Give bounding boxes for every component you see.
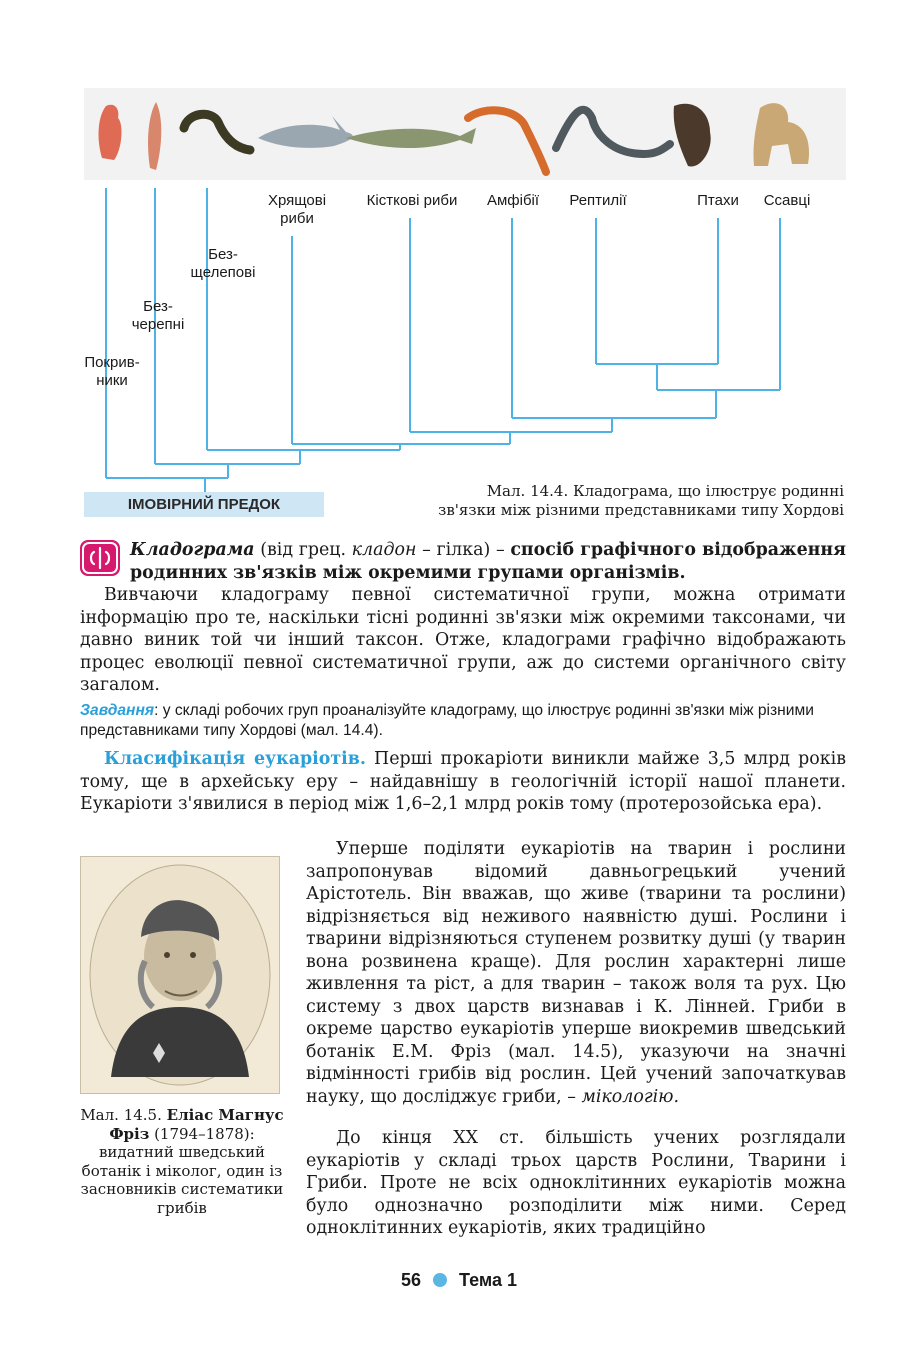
page-number: 56 (400, 1270, 422, 1290)
page-footer (0, 1270, 918, 1291)
figure-14-4-caption (362, 482, 844, 520)
caption-name: Еліас Магнус Фріз (109, 1106, 284, 1143)
taxon-label-kistkovi: Кісткові риби (366, 192, 458, 209)
portrait-illustration (81, 857, 279, 1093)
taxon-label-ssavtsi: Ссавці (763, 192, 811, 209)
definition-text-part: – гілка) – (416, 540, 511, 560)
taxon-label-ptakhy: Птахи (697, 192, 739, 209)
definition-bold: спосіб графічного відображення родинних зв'язків між окремими групами організмів. (130, 540, 846, 583)
paragraph-text: Уперше поділяти еукаріотів на тварин і рослини запропонував відомий давньогрецький учений Арістотель. Він вважав, що живе (тварини та рослини) відрізняється від неживого наявністю душі. Рослини і тварини відрізняються ступенем розвитку душі (у тварин вона розвинена краще). Для рослин характерні лише живлення та ріст, а для тварин – також воля та рух. Цю систему з двох царств визнавав і К. Лінней. Гриби в окреме царство еукаріотів уперше виокремив шведський ботанік Е.М. Фріз (мал. 14.5), указуючи на значні відмінності грибів від рослин. Цей учений започаткував науку, що досліджує гриби, – (306, 839, 846, 1107)
definition-greek: кладон (351, 540, 417, 560)
caption-line: зв'язки між різними представниками типу Хордові (438, 501, 844, 519)
taxon-label-amfibii: Амфібії (486, 192, 540, 209)
taxon-label-khryashchovi: Хрящові риби (267, 192, 327, 227)
figure-14-5-caption (80, 1106, 284, 1218)
topic-label: Тема 1 (459, 1270, 517, 1290)
taxon-label-pokryvnyky: Покрив- ники (84, 354, 140, 389)
caption-prefix: Мал. 14.5. (80, 1106, 167, 1124)
caption-line: Мал. 14.4. Кладограма, що ілюструє родинні (486, 482, 844, 500)
caption-text: (1794–1878): видатний шведський ботанік і міколог, один із засновників систематики грибів (80, 1124, 284, 1217)
task-text: : у складі робочих груп проаналізуйте кладограму, що ілюструє родинні зв'язки між різними представниками типу Хордові (мал. 14.4). (80, 702, 814, 739)
paragraph-cladogram: Вивчаючи кладограму певної систематичної групи, можна отримати інформацію про те, наскільки тісні родинні зв'язки між окремими таксонами, чи давно виник той чи інший таксон. Отже, кладограми графічно відображають процес еволюції певної систематичної групи, аж до системи органічного світу загалом. (80, 585, 846, 695)
taxon-label-bezshchelepovi: Без- щелепові (190, 246, 256, 281)
definition-term: Кладограма (130, 540, 255, 560)
paragraph-aristotle (306, 838, 846, 1108)
section-heading: Класифікація еукаріотів. (104, 749, 366, 769)
task-label: Завдання (80, 702, 155, 719)
ancestor-label: ІМОВІРНИЙ ПРЕДОК (84, 492, 324, 517)
definition-text (130, 539, 846, 584)
portrait-fries (80, 856, 280, 1094)
bullet-dot-icon (433, 1273, 447, 1287)
section-eukaryotes (80, 748, 846, 816)
paragraph-three-kingdoms: До кінця XX ст. більшість учених розглядали еукаріотів у складі трьох царств Рослини, Тварини і Гриби. Проте не всіх одноклітинних еукаріотів можна було однозначно розподілити між ними. Серед одноклітинних еукаріотів, яких традиційно (306, 1128, 846, 1238)
definition-icon (80, 540, 120, 576)
term-mycology: мікологію. (581, 1086, 680, 1107)
taxon-label-reptylii: Рептилії (569, 192, 627, 209)
taxon-label-bezcherepni: Без- черепні (131, 298, 185, 333)
task-block (80, 701, 846, 740)
section-text: Перші прокаріоти виникли майже 3,5 млрд років тому, ще в архейську еру – найдавнішу в геологічній історії нашої планети. Еукаріоти з'явилися в період між 1,6–2,1 млрд років тому (протерозойська ера). (80, 749, 846, 814)
definition-text-part: (від грец. (254, 540, 352, 560)
cladogram-lines (0, 0, 918, 500)
